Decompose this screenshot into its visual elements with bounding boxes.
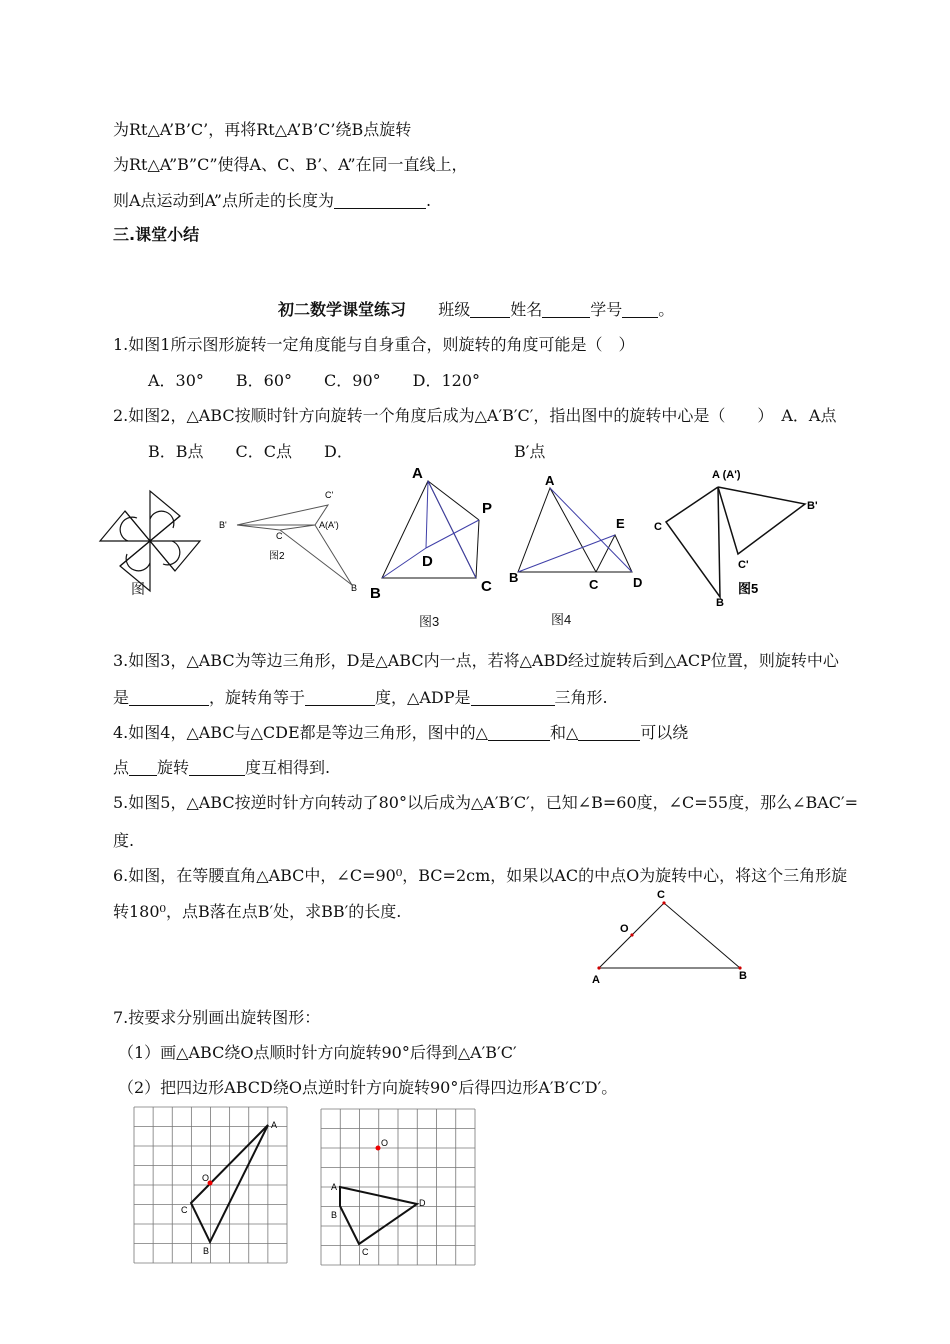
q4-blank-point <box>129 761 157 776</box>
fig5-label-b-prime: B' <box>807 500 818 512</box>
rotation-center-o-dot <box>376 1146 381 1151</box>
figure-5-label: 图5 <box>738 581 759 596</box>
fig3-label-c: C <box>481 578 492 595</box>
worksheet-header <box>278 297 674 320</box>
q4-text-c: 可以绕 <box>640 723 689 742</box>
question-3-line-2 <box>113 685 608 708</box>
question-3-line-1: 3.如图3，△ABC为等边三角形，D是△ABC内一点，若将△ABD经过旋转后到△ACP位置，则旋转中心 <box>113 651 839 670</box>
fig6-label-o: O <box>620 923 629 935</box>
question-7-part-1: （1）画△ABC绕O点顺时针方向旋转90°后得到△A′B′C′ <box>118 1043 517 1062</box>
fig6-label-b: B <box>739 970 747 982</box>
id-blank <box>622 303 658 318</box>
q4-text-f: 度互相得到. <box>245 758 331 777</box>
grid1-label-b: B <box>203 1246 210 1256</box>
q3-text-b: ，旋转角等于 <box>209 688 306 707</box>
fig2-label-c-prime: C' <box>325 490 334 500</box>
midpoint-o-dot <box>630 933 633 936</box>
fig3-label-b: B <box>370 585 381 602</box>
page-title: 初二数学课堂练习 <box>278 300 407 319</box>
question-5-line-2: 度. <box>113 831 135 850</box>
q3-blank-center <box>129 691 209 706</box>
figure-3-label: 图3 <box>419 614 440 629</box>
q4-text-a: 4.如图4，△ABC与△CDE都是等边三角形，图中的△ <box>113 723 488 742</box>
question-1-text: 1.如图1所示图形旋转一定角度能与自身重合，则旋转的角度可能是（ ） <box>113 335 635 354</box>
question-1-options: A．30° B．60° C．90° D．120° <box>148 371 481 390</box>
figure-1-label: 图 <box>131 581 145 597</box>
fig2-label-c: C <box>276 531 283 541</box>
figure-5 <box>650 462 830 607</box>
grid1-label-o: O <box>202 1173 210 1183</box>
pinwheel-blade <box>100 511 150 541</box>
fig4-label-b: B <box>509 570 519 585</box>
top-line-3-end: . <box>425 191 432 210</box>
section-heading-summary: 三.课堂小结 <box>113 225 200 244</box>
question-6-line-2: 转180⁰，点B落在点B′处，求BB′的长度. <box>113 902 402 921</box>
class-blank <box>470 303 510 318</box>
fig6-label-c: C <box>657 889 665 901</box>
fig4-label-d: D <box>633 575 643 590</box>
fig3-label-p: P <box>482 500 493 517</box>
figure-4-label: 图4 <box>551 612 572 627</box>
pinwheel-blade <box>150 491 180 541</box>
question-7-part-2: （2）把四边形ABCD绕O点逆时针方向旋转90°后得四边形A′B′C′D′。 <box>118 1078 618 1097</box>
grid2-label-a: A <box>331 1182 338 1192</box>
q3-blank-angle <box>305 691 375 706</box>
question-2-text: 2.如图2，△ABC按顺时针方向旋转一个角度后成为△A′B′C′，指出图中的旋转中心是（ ） A．A点 <box>113 406 837 425</box>
grid-2 <box>320 1108 476 1266</box>
question-4-line-2 <box>113 755 330 778</box>
top-line-1: 为Rt△A’B’C’，再将Rt△A’B’C’绕B点旋转 <box>113 120 412 139</box>
fig4-label-a: A <box>545 473 555 488</box>
q4-blank-angle <box>189 761 245 776</box>
figure-2 <box>215 485 365 595</box>
grid1-label-a: A <box>271 1120 278 1130</box>
figure-2-label: 图2 <box>269 551 285 562</box>
grid2-label-b: B <box>331 1210 338 1220</box>
q3-text-d: 三角形. <box>554 688 608 707</box>
grid2-label-d: D <box>419 1198 426 1208</box>
id-label: 学号 <box>590 300 623 319</box>
top-line-3-text: 则A点运动到A”点所走的长度为 <box>113 191 334 210</box>
fig5-label-a: A (A') <box>712 469 741 481</box>
name-blank <box>542 303 590 318</box>
fig5-label-b: B <box>716 597 724 607</box>
q3-text-a: 是 <box>113 688 130 707</box>
fig5-label-c-prime: C' <box>738 559 749 571</box>
fig4-label-e: E <box>616 516 625 531</box>
fig2-label-a: A(A') <box>319 520 339 530</box>
q3-blank-triangle <box>471 691 555 706</box>
fig2-label-b: B <box>351 583 358 593</box>
question-4-line-1 <box>113 720 688 743</box>
fig3-label-a: A <box>412 465 423 482</box>
q4-blank-1 <box>488 726 550 741</box>
figure-1-pinwheel <box>95 486 210 598</box>
name-label: 姓名 <box>510 300 543 319</box>
fig4-label-c: C <box>589 577 599 592</box>
top-line-2: 为Rt△A”B”C”使得A、C、B’、A”在同一直线上， <box>113 155 468 174</box>
figure-3 <box>366 460 506 605</box>
question-6-line-1: 6.如图，在等腰直角△ABC中，∠C=90⁰，BC=2cm，如果以AC的中点O为旋转中心，将这个三角形旋 <box>113 866 848 885</box>
q4-text-b: 和△ <box>549 723 579 742</box>
figure-4 <box>505 470 650 595</box>
question-2-option-d: B′点 <box>514 442 546 461</box>
q4-blank-2 <box>578 726 640 741</box>
question-2-options: B．B点 C．C点 D． <box>148 442 353 461</box>
q3-text-c: 度，△ADP是 <box>375 688 471 707</box>
grid1-label-c: C <box>181 1205 188 1215</box>
grid2-label-o: O <box>381 1138 389 1148</box>
pinwheel-blade <box>150 541 200 571</box>
question-5-line-1: 5.如图5，△ABC按逆时针方向转动了80°以后成为△A′B′C′，已知∠B=60度，∠C=55度，那么∠BAC′= <box>113 793 859 812</box>
fig2-label-b-prime: B' <box>219 520 227 530</box>
header-end: 。 <box>658 300 675 319</box>
class-label: 班级 <box>438 300 471 319</box>
fig3-label-d: D <box>422 553 433 570</box>
q4-text-d: 点 <box>113 758 130 777</box>
grid-1 <box>133 1106 288 1264</box>
top-line-3 <box>113 188 431 211</box>
answer-blank <box>334 194 426 209</box>
fig5-label-c: C <box>654 521 662 533</box>
q4-text-e: 旋转 <box>157 758 190 777</box>
grid2-label-c: C <box>362 1247 369 1257</box>
figure-6-triangle <box>585 885 755 990</box>
fig6-label-a: A <box>592 974 600 986</box>
question-7-title: 7.按要求分别画出旋转图形： <box>113 1008 321 1027</box>
